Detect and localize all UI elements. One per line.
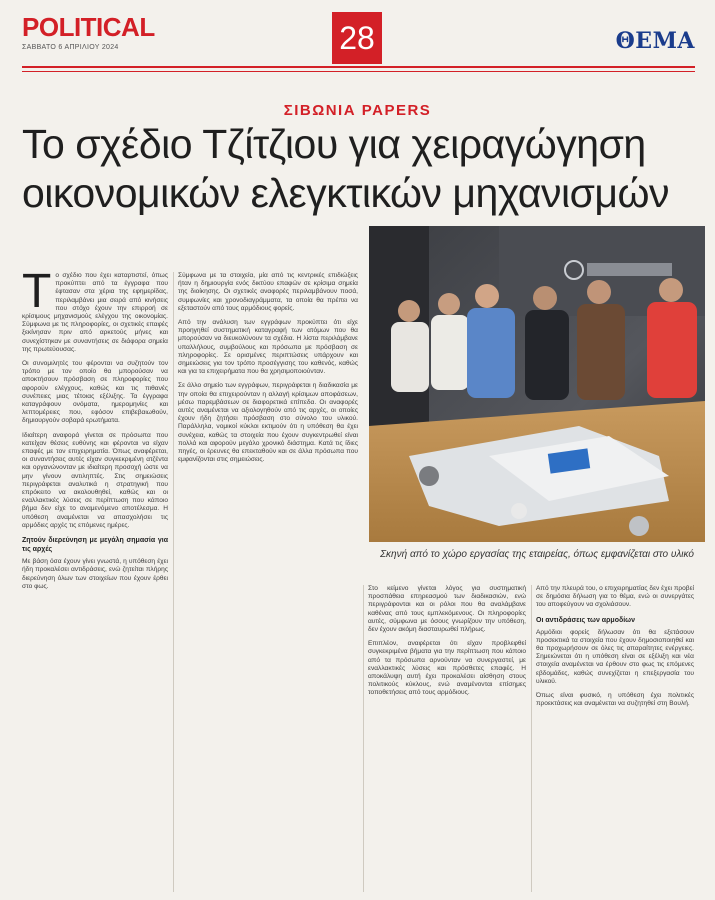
header-divider-thin xyxy=(22,71,695,72)
paragraph: Από την πλευρά του, ο επιχειρηματίας δεν έχει προβεί σε δημόσια δήλωση για το θέμα, ενώ οι συνεργάτες του αποφεύγουν να σχολιάσουν. xyxy=(536,585,694,609)
paragraph: Αρμόδιοι φορείς δήλωσαν ότι θα εξετάσουν προσεκτικά τα στοιχεία που έχουν δημοσιοποιηθεί και θα προχωρήσουν σε όλες τις απαραίτητες ενέργειες. Σημειώνεται ότι η υπόθεση είναι σε εξέλιξη και νέα στοιχεία αναμένεται να έρθουν στο φως τις επόμενες εβδομάδες, καθώς συνεχίζεται η επεξεργασία του υλικού. xyxy=(536,628,694,685)
header-divider xyxy=(22,66,695,68)
section-name: POLITICAL xyxy=(22,12,155,42)
paragraph: Με βάση όσα έχουν γίνει γνωστά, η υπόθεση έχει ήδη προκαλέσει αντιδράσεις, ενώ ζητείται πλήρης διερεύνηση όλων των στοιχείων που έχουν έρθει στο φως. xyxy=(22,558,168,590)
newspaper-logo: ΘΕΜΑ xyxy=(615,28,695,54)
photo-caption: Σκηνή από το χώρο εργασίας της εταιρείας, όπως εμφανίζεται στο υλικό xyxy=(380,549,694,560)
article-column-3 xyxy=(368,585,526,894)
paragraph: Σε άλλο σημείο των εγγράφων, περιγράφεται η διαδικασία με την οποία θα επιχειρούνταν η αλλαγή κρίσιμων αποφάσεων, μέσω παρεμβάσεων σε διαφορετικά επίπεδα. Οι αναφορές αυτές αναμένεται να αξιολογηθούν από τις αρχές, οι οποίες έχουν ήδη ζητήσει πρόσβαση στο σύνολο του υλικού. Παράλληλα, νομικοί κύκλοι εκτιμούν ότι η υπόθεση θα έχει συνέχεια, καθώς τα στοιχεία που έχουν συγκεντρωθεί είναι πολλά και αφορούν μεγάλο χρονικό διάστημα. Κατά τις ίδιες πηγές, οι έρευνες θα επεκταθούν και σε άλλα πρόσωπα που εμφανίζονται στις σημειώσεις. xyxy=(178,382,358,464)
paragraph: Στο κείμενο γίνεται λόγος για συστηματική προσπάθεια επηρεασμού των διαδικασιών, ενώ περιγράφονται και οι ρόλοι που θα αναλάμβανε καθένας από τους εμπλεκόμενους. Οι πληροφορίες αυτές, σύμφωνα με όσους γνωρίζουν την υπόθεση, δεν έχουν ακόμη διασταυρωθεί πλήρως. xyxy=(368,585,526,634)
article-column-2 xyxy=(178,272,358,894)
paragraph: Οι συνομιλητές του φέρονται να συζητούν τον τρόπο με τον οποίο θα μπορούσαν να αποκτήσουν πρόσβαση σε πληροφορίες που αφορούν ελέγχους, καθώς και τις πιθανές συνέπειες μιας τέτοιας εξέλιξης. Τα έγγραφα καταγράφουν ονόματα, ημερομηνίες και λεπτομέρειες που, εφόσον επιβεβαιωθούν, δημιουργούν σοβαρά ερωτήματα. xyxy=(22,360,168,425)
column-divider xyxy=(173,272,174,892)
column-divider xyxy=(531,585,532,892)
paragraph: Σύμφωνα με τα στοιχεία, μία από τις κεντρικές επιδιώξεις ήταν η δημιουργία ενός δικτύου επαφών σε κρίσιμα σημεία της διοίκησης. Οι σχετικές αναφορές περιλαμβάνουν ποσά, συμφωνίες και χρονοδιαγράμματα, τα οποία θα πρέπει να εξεταστούν από τους αρμόδιους φορείς. xyxy=(178,272,358,312)
masthead-left xyxy=(22,14,155,51)
article-photo xyxy=(369,226,705,542)
page-number: 28 xyxy=(332,12,382,64)
article-kicker: ΣΙΒΩΝΙΑ PAPERS xyxy=(283,102,432,119)
paragraph: ο σχέδιο που έχει καταρτιστεί, όπως προκύπτει από τα έγγραφα που έφτασαν στα χέρια της εφημερίδας, περιλαμβάνει μια σειρά από κινήσεις που στόχο έχουν την επιρροή σε κρίσιμους μηχανισμούς ελέγχου της οικονομίας. Σύμφωνα με τις πληροφορίες, οι σχετικές επαφές ξεκίνησαν πριν από αρκετούς μήνες και συνεχίστηκαν με συναντήσεις σε διάφορα σημεία της πρωτεύουσας. xyxy=(22,272,168,353)
article-headline: Το σχέδιο Τζίτζιου για χειραγώγηση οικονομικών ελεγκτικών μηχανισμών xyxy=(22,121,670,216)
paragraph: Όπως είναι φυσικό, η υπόθεση έχει πολιτικές προεκτάσεις και αναμένεται να συζητηθεί στη Βουλή. xyxy=(536,692,694,708)
subheading: Οι αντιδράσεις των αρμοδίων xyxy=(536,616,635,624)
column-divider xyxy=(363,585,364,892)
issue-date: ΣΑΒΒΑΤΟ 6 ΑΠΡΙΛΙΟΥ 2024 xyxy=(22,44,119,51)
paragraph: Ιδιαίτερη αναφορά γίνεται σε πρόσωπα που κατείχαν θέσεις ευθύνης και φέρονται να είχαν επαφές με τον επιχειρηματία. Όπως αναφέρεται, οι συναντήσεις αυτές είχαν συγκεκριμένη ατζέντα και οργανώνονταν με ιδιαίτερη προσοχή ώστε να μην γίνουν αντιληπτές. Στις σημειώσεις περιγράφεται αναλυτικά η στρατηγική που επρόκειτο να ακολουθηθεί, καθώς και οι εναλλακτικές λύσεις σε περίπτωση που κάποιο βήμα δεν είχε το αναμενόμενο αποτέλεσμα. Η υπόθεση αναμένεται να απασχολήσει τις αρμόδιες αρχές τις επόμενες ημέρες. xyxy=(22,431,168,529)
drop-cap: Τ xyxy=(22,272,52,318)
subheading: Ζητούν διερεύνηση με μεγάλη σημασία για τις αρχές xyxy=(22,537,168,554)
article-column-1 xyxy=(22,272,168,894)
paragraph: Επιπλέον, αναφέρεται ότι είχαν προβλεφθεί συγκεκριμένα βήματα για την περίπτωση που κάποιο από τα πρόσωπα αρνούνταν να συνεργαστεί, με εναλλακτικές λύσεις και πρόσθετες επαφές. Η αποκάλυψη αυτή έχει προκαλέσει αίσθηση στους πολιτικούς κύκλους, ενώ αναμένονται επίσημες τοποθετήσεις από τους αρμόδιους. xyxy=(368,640,526,697)
paragraph: Από την ανάλυση των εγγράφων προκύπτει ότι είχε προηγηθεί συστηματική καταγραφή των ατόμων που θα μπορούσαν να διευκολύνουν τα σχέδια. Η λίστα περιλάμβανε υπαλλήλους, συμβούλους και πρόσωπα με πρόσβαση σε πληροφορίες. Σε ορισμένες περιπτώσεις υπάρχουν και σημειώσεις για τον τρόπο προσέγγισης του καθενός, καθώς και για τα επιχειρήματα που θα χρησιμοποιούνταν. xyxy=(178,319,358,376)
article-column-4 xyxy=(536,585,694,894)
group-photo-image xyxy=(369,226,705,542)
